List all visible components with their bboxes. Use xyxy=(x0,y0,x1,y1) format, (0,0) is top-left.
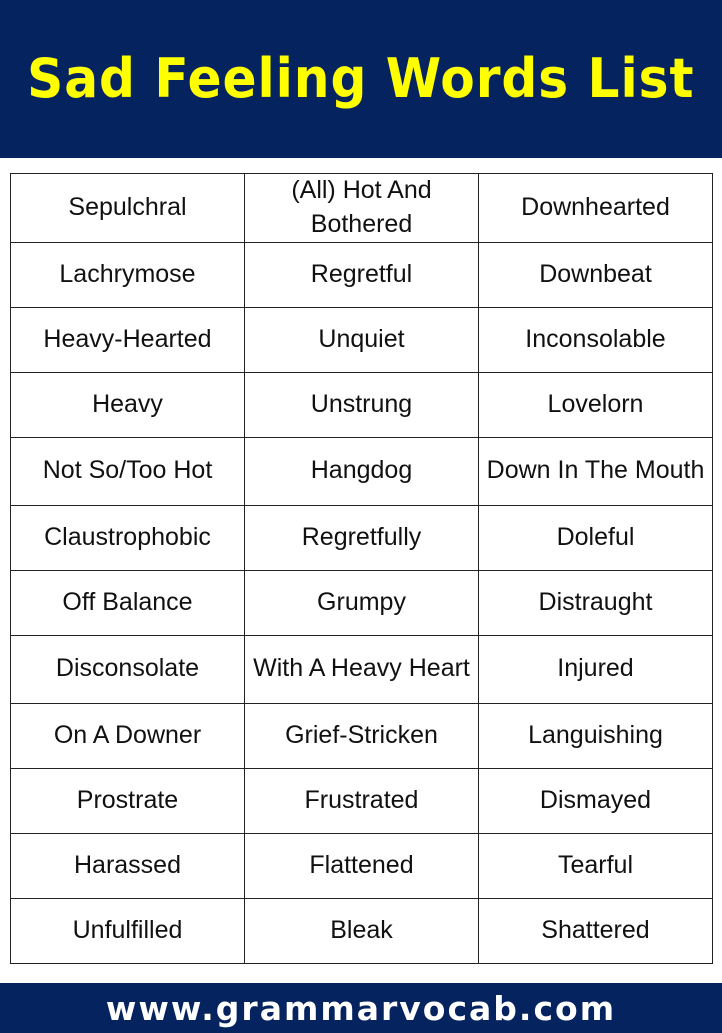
table-cell: Frustrated xyxy=(245,768,479,833)
table-cell: Unquiet xyxy=(245,307,479,372)
table-cell: Heavy-Hearted xyxy=(11,307,245,372)
table-cell: Tearful xyxy=(479,833,713,898)
table-cell: Unstrung xyxy=(245,372,479,437)
table-cell: Prostrate xyxy=(11,768,245,833)
table-cell: Inconsolable xyxy=(479,307,713,372)
table-cell: On A Downer xyxy=(11,703,245,768)
table-row xyxy=(11,505,713,570)
table-cell: Heavy xyxy=(11,372,245,437)
table-cell: Downbeat xyxy=(479,242,713,307)
table-cell: Dismayed xyxy=(479,768,713,833)
table-cell: Hangdog xyxy=(245,437,479,505)
table-cell: Unfulfilled xyxy=(11,898,245,963)
footer-banner xyxy=(0,983,722,1033)
page-title: Sad Feeling Words List xyxy=(27,47,695,110)
table-cell: Bleak xyxy=(245,898,479,963)
word-table xyxy=(10,173,713,964)
table-row xyxy=(11,768,713,833)
table-row xyxy=(11,570,713,635)
table-row xyxy=(11,703,713,768)
table-row xyxy=(11,242,713,307)
table-cell: Not So/Too Hot xyxy=(11,437,245,505)
table-row xyxy=(11,833,713,898)
table-cell: Regretfully xyxy=(245,505,479,570)
table-cell: Languishing xyxy=(479,703,713,768)
table-cell: Lovelorn xyxy=(479,372,713,437)
table-cell: Doleful xyxy=(479,505,713,570)
table-cell: Grumpy xyxy=(245,570,479,635)
table-row xyxy=(11,372,713,437)
table-cell: Regretful xyxy=(245,242,479,307)
table-cell: Downhearted xyxy=(479,174,713,243)
table-row xyxy=(11,635,713,703)
table-cell: Down In The Mouth xyxy=(479,437,713,505)
title-banner xyxy=(0,0,722,158)
table-row xyxy=(11,437,713,505)
table-row xyxy=(11,307,713,372)
table-cell: Sepulchral xyxy=(11,174,245,243)
table-cell: Flattened xyxy=(245,833,479,898)
table-row xyxy=(11,174,713,243)
table-cell: With A Heavy Heart xyxy=(245,635,479,703)
table-cell: Claustrophobic xyxy=(11,505,245,570)
table-cell: Shattered xyxy=(479,898,713,963)
website-url: www.grammarvocab.com xyxy=(105,988,617,1028)
table-cell: Disconsolate xyxy=(11,635,245,703)
table-cell: Injured xyxy=(479,635,713,703)
table-cell: Grief-Stricken xyxy=(245,703,479,768)
table-cell: Off Balance xyxy=(11,570,245,635)
table-cell: Distraught xyxy=(479,570,713,635)
word-table-container xyxy=(10,173,713,964)
table-cell: Harassed xyxy=(11,833,245,898)
table-row xyxy=(11,898,713,963)
table-cell: (All) Hot And Bothered xyxy=(245,174,479,243)
table-cell: Lachrymose xyxy=(11,242,245,307)
